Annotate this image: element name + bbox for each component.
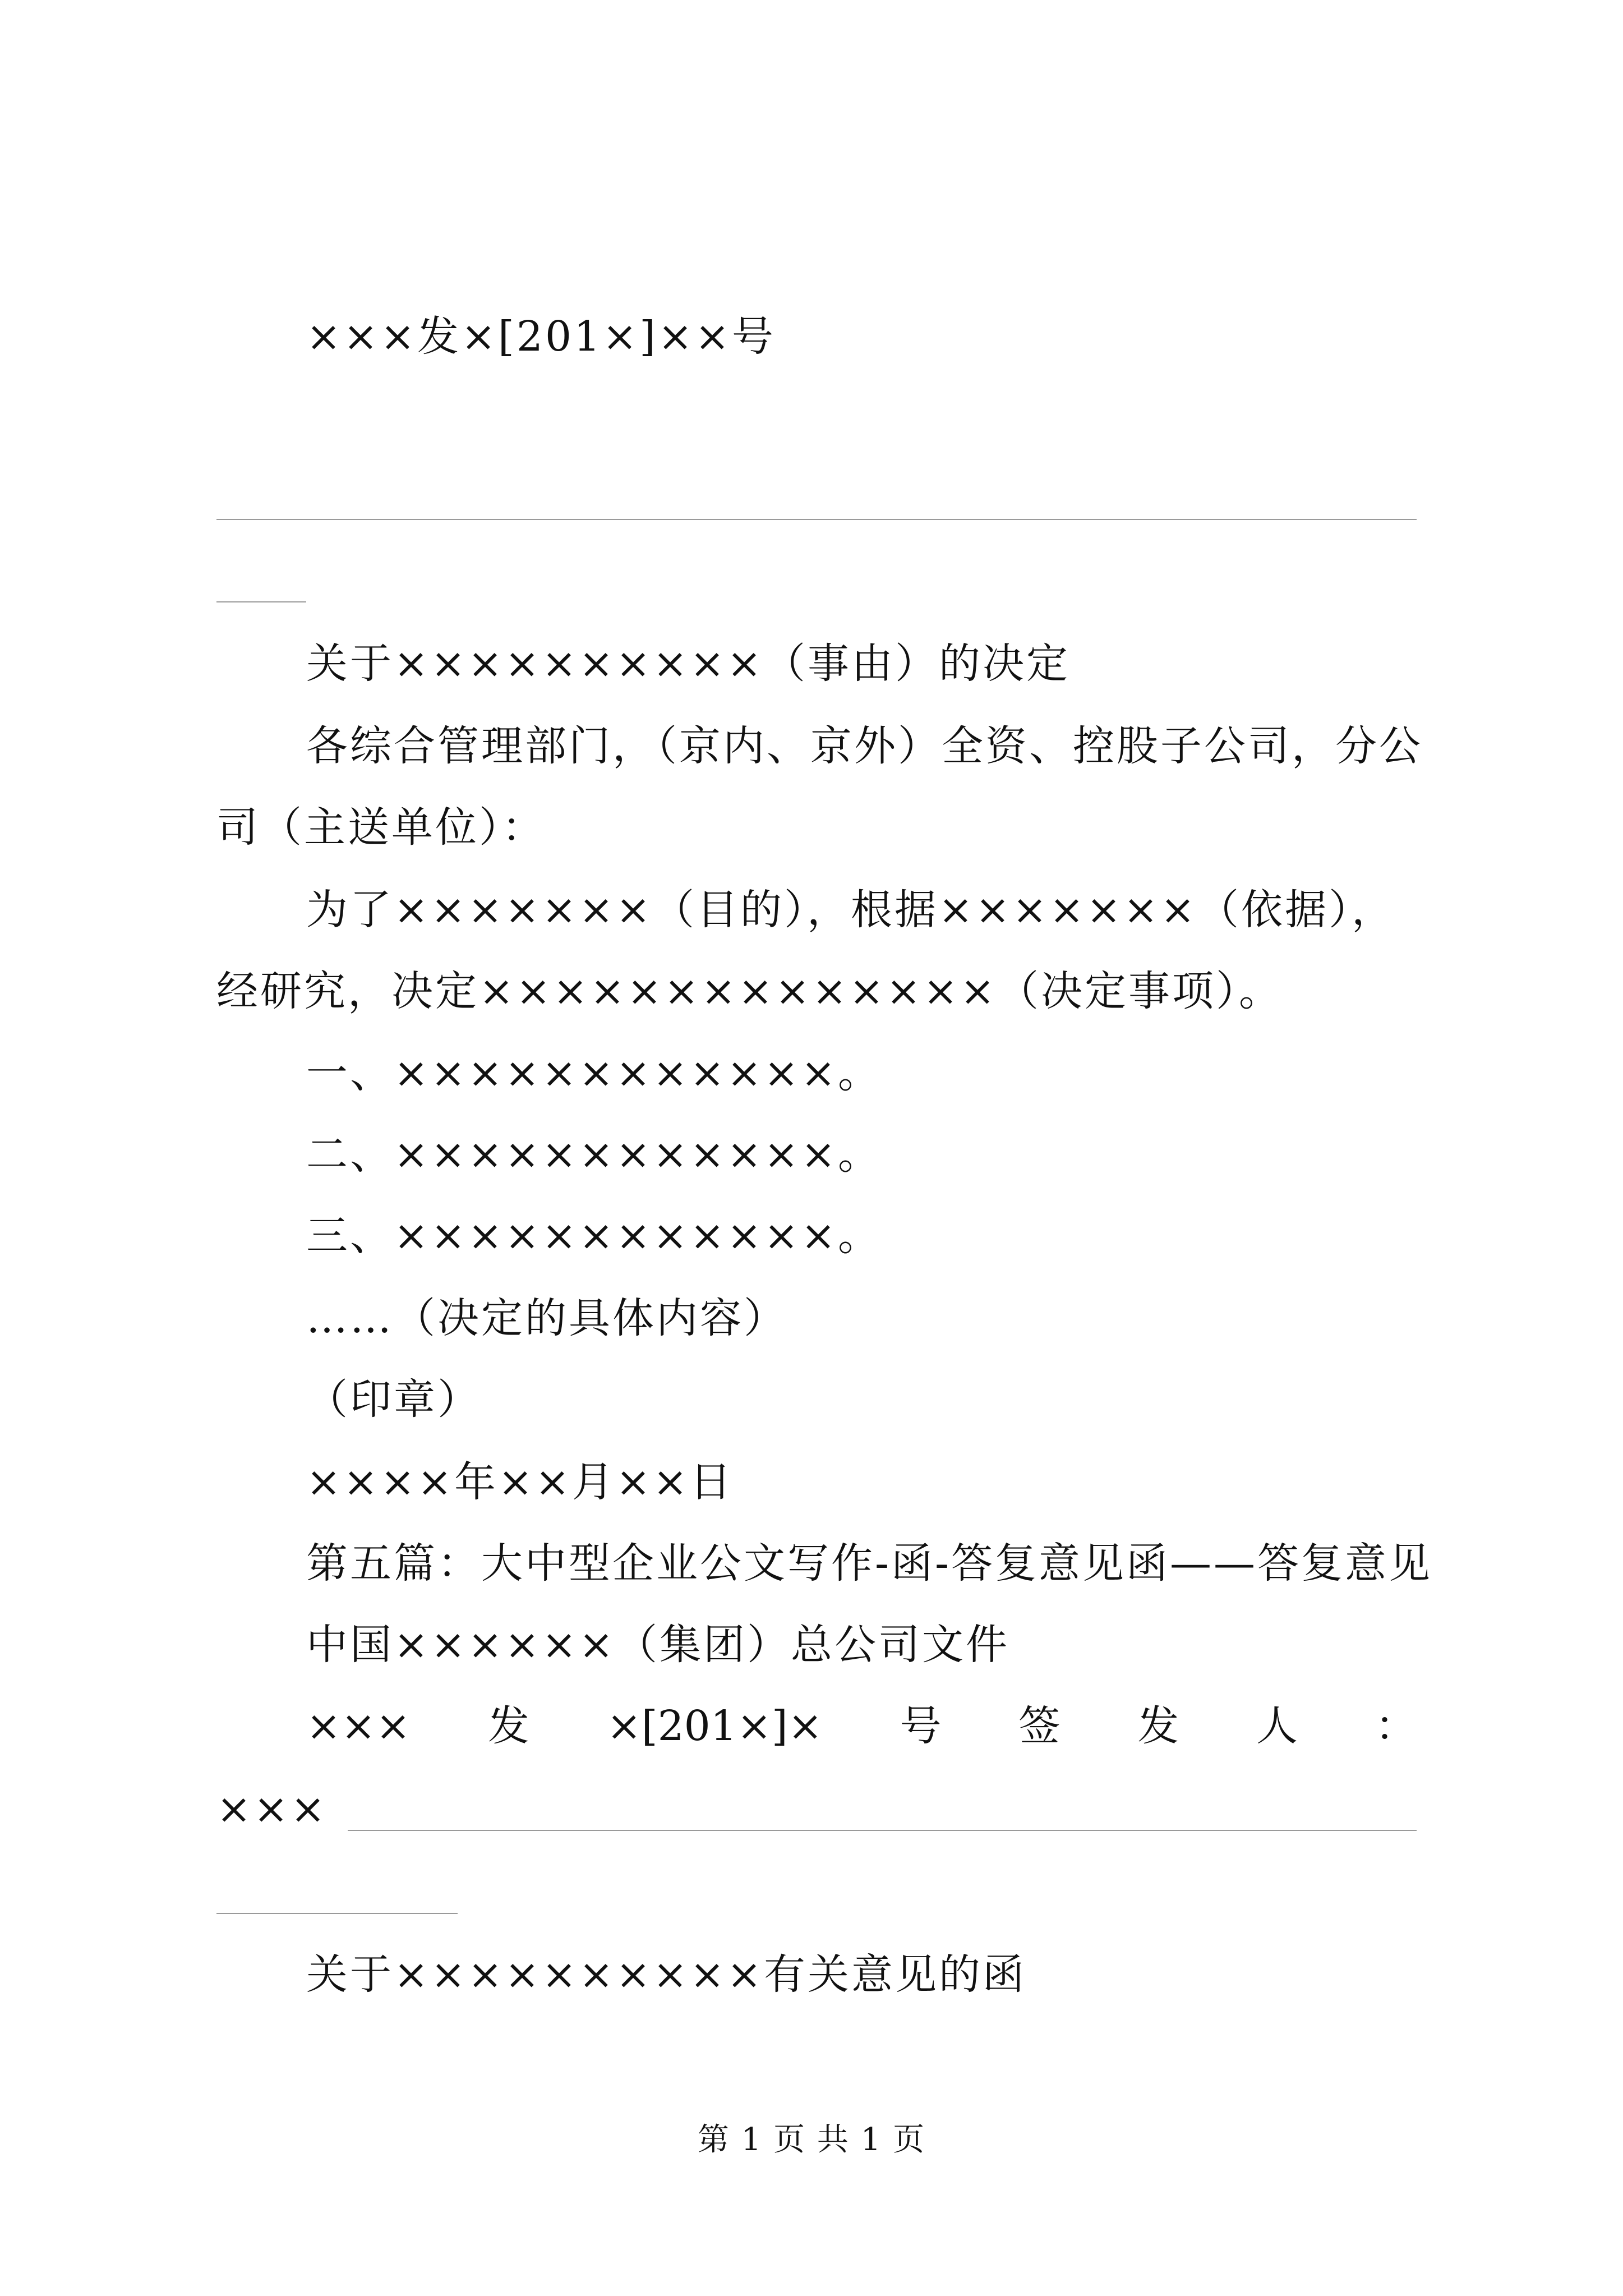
number-token: ： [1375,1702,1417,1750]
body-line-1: 为了×××××××（目的），根据×××××××（依据）， [306,886,1396,934]
doc-number: ×××发×[201×]××号 [306,312,776,361]
recipients-line-1: 各综合管理部门，（京内、京外）全资、控股子公司，分公 [306,722,1423,770]
decision-date: ××××年××月××日 [306,1458,734,1506]
recipients-line-2: 司（主送单位）： [216,803,546,852]
list-item: 一、××××××××××××。 [306,1049,882,1097]
number-token: ×[201×]× [606,1702,823,1750]
number-token: 发 [1137,1702,1179,1750]
decision-etc: ……（决定的具体内容） [306,1294,787,1342]
number-token: 发 [487,1702,529,1750]
divider-rule-tail [216,601,306,602]
signer-rule [348,1830,1417,1831]
signer-name: ××× [216,1785,328,1833]
letter-title: 关于××××××××××有关意见的函 [306,1950,1027,1999]
doc-number-signer-line [306,1701,1417,1751]
number-token: 人 [1256,1702,1298,1750]
section-heading: 第五篇：大中型企业公文写作-函-答复意见函——答复意见 [306,1539,1433,1588]
decision-title: 关于××××××××××（事由）的决定 [306,639,1071,688]
signer-rule-tail [216,1913,458,1914]
seal-placeholder: （印章） [306,1375,481,1424]
number-token: 签 [1018,1702,1061,1750]
divider-rule [216,519,1417,520]
number-token: 号 [900,1702,942,1750]
page-footer: 第 1 页 共 1 页 [697,2122,926,2158]
list-item: 二、××××××××××××。 [306,1130,882,1179]
list-item: 三、××××××××××××。 [306,1212,882,1260]
body-line-2: 经研究，决定××××××××××××××（决定事项）。 [216,967,1283,1015]
number-token: ××× [306,1702,411,1750]
org-title: 中国××××××（集团）总公司文件 [306,1621,1010,1669]
